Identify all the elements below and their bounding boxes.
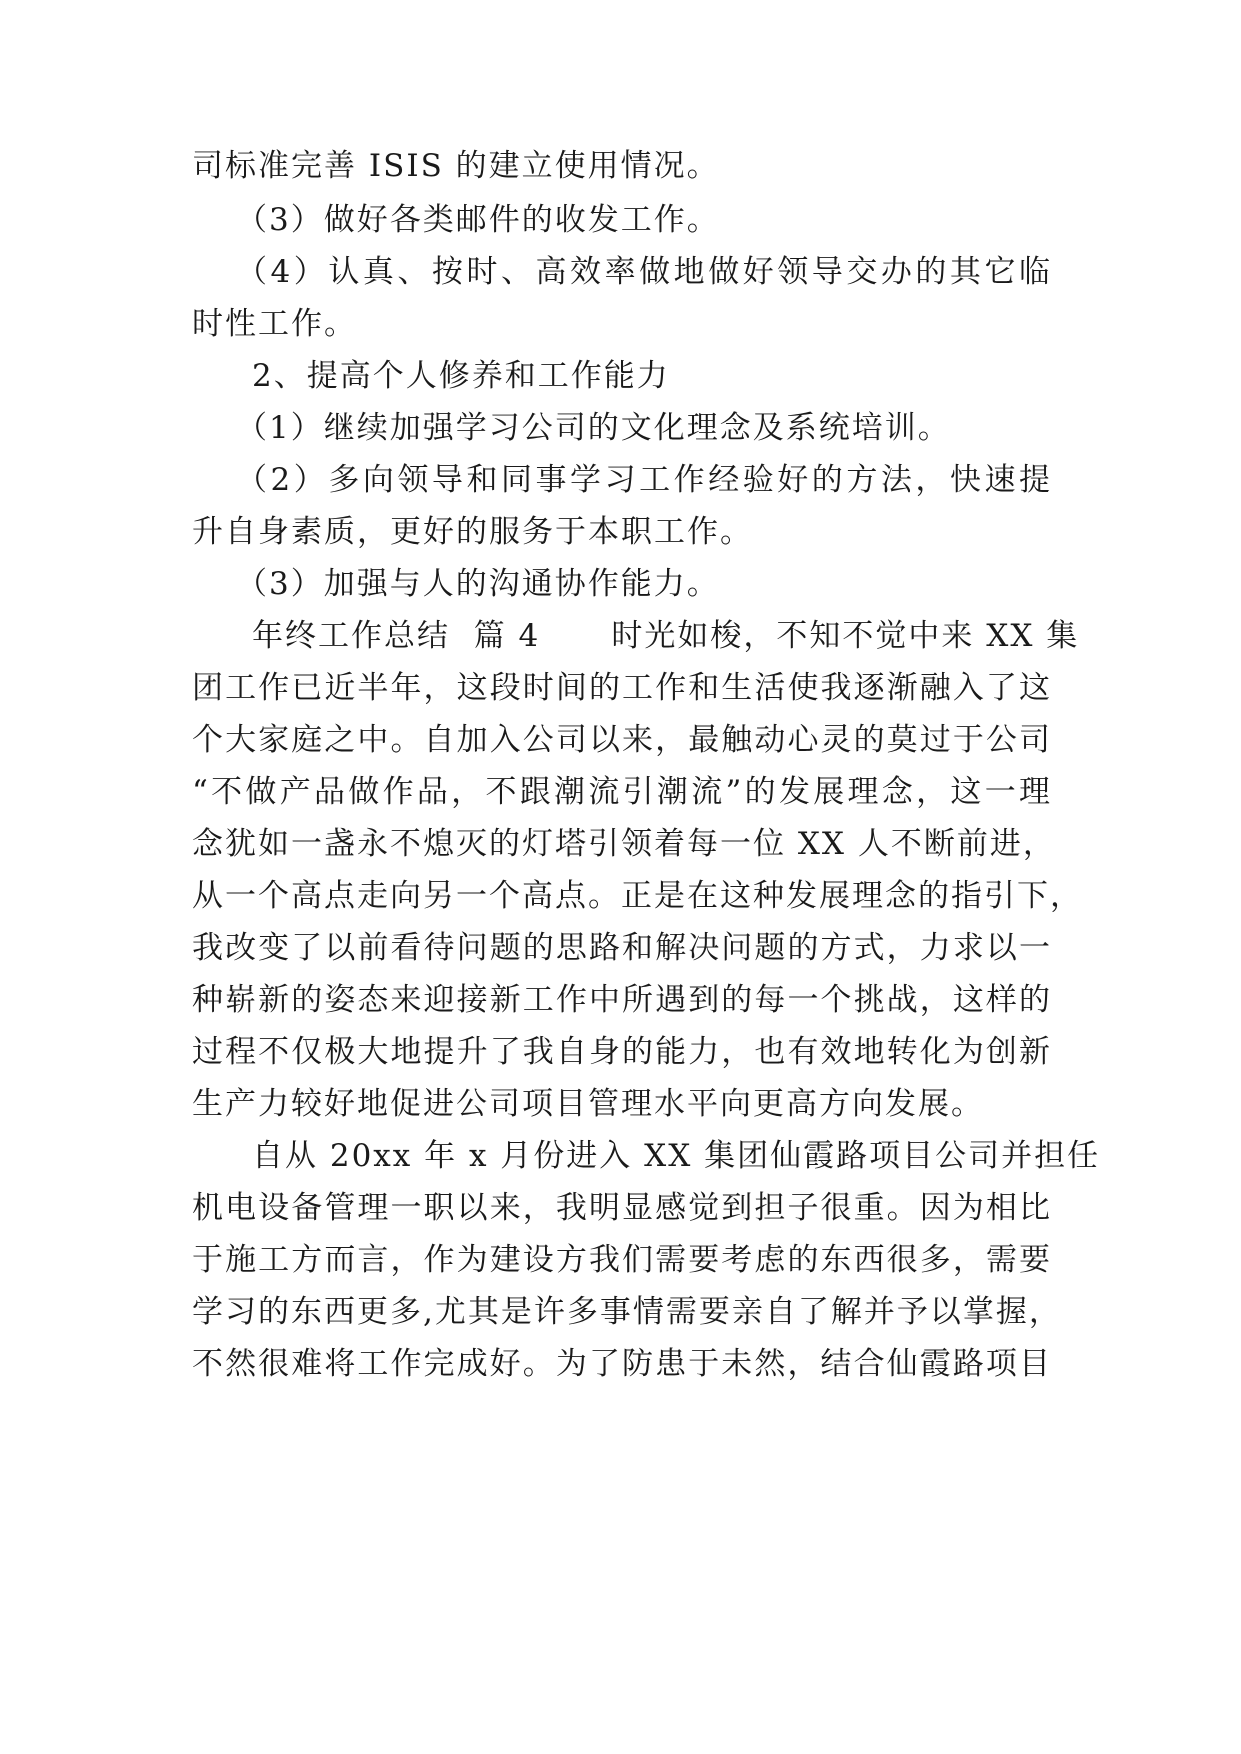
- text-line: 种崭新的姿态来迎接新工作中所遇到的每一个挑战，这样的: [192, 982, 1052, 1018]
- text-line: 不然很难将工作完成好。为了防患于未然，结合仙霞路项目: [192, 1346, 1052, 1382]
- text-line: 生产力较好地促进公司项目管理水平向更高方向发展。: [192, 1086, 984, 1122]
- text-line: 升自身素质，更好的服务于本职工作。: [192, 514, 753, 550]
- text-line: （1）继续加强学习公司的文化理念及系统培训。: [236, 410, 951, 446]
- text-line: “不做产品做作品，不跟潮流引潮流”的发展理念，这一理: [192, 774, 1052, 810]
- text-line: 过程不仅极大地提升了我自身的能力，也有效地转化为创新: [192, 1034, 1052, 1070]
- section-heading: 2、提高个人修养和工作能力: [252, 358, 670, 394]
- text-line: 我改变了以前看待问题的思路和解决问题的方式，力求以一: [192, 930, 1052, 966]
- text-line: 自从 20xx 年 x 月份进入 XX 集团仙霞路项目公司并担任: [252, 1138, 1101, 1174]
- text-line: 司标准完善 ISIS 的建立使用情况。: [192, 148, 720, 184]
- text-line: 于施工方而言，作为建设方我们需要考虑的东西很多，需要: [192, 1242, 1052, 1278]
- article-title-line: 年终工作总结 篇 4 时光如梭，不知不觉中来 XX 集: [252, 618, 1080, 654]
- text-line: 机电设备管理一职以来，我明显感觉到担子很重。因为相比: [192, 1190, 1052, 1226]
- text-line: 念犹如一盏永不熄灭的灯塔引领着每一位 XX 人不断前进，: [192, 826, 1056, 862]
- text-line: 个大家庭之中。自加入公司以来，最触动心灵的莫过于公司: [192, 722, 1052, 758]
- text-line: 团工作已近半年，这段时间的工作和生活使我逐渐融入了这: [192, 670, 1052, 706]
- text-line: （3）加强与人的沟通协作能力。: [236, 566, 720, 602]
- text-line: 从一个高点走向另一个高点。正是在这种发展理念的指引下，: [192, 878, 1083, 914]
- text-line: （3）做好各类邮件的收发工作。: [236, 202, 720, 238]
- text-line: （4）认真、按时、高效率做地做好领导交办的其它临: [236, 254, 1052, 290]
- text-line: 学习的东西更多,尤其是许多事情需要亲自了解并予以掌握，: [192, 1294, 1062, 1330]
- text-line: （2）多向领导和同事学习工作经验好的方法，快速提: [236, 462, 1052, 498]
- text-line: 时性工作。: [192, 306, 357, 342]
